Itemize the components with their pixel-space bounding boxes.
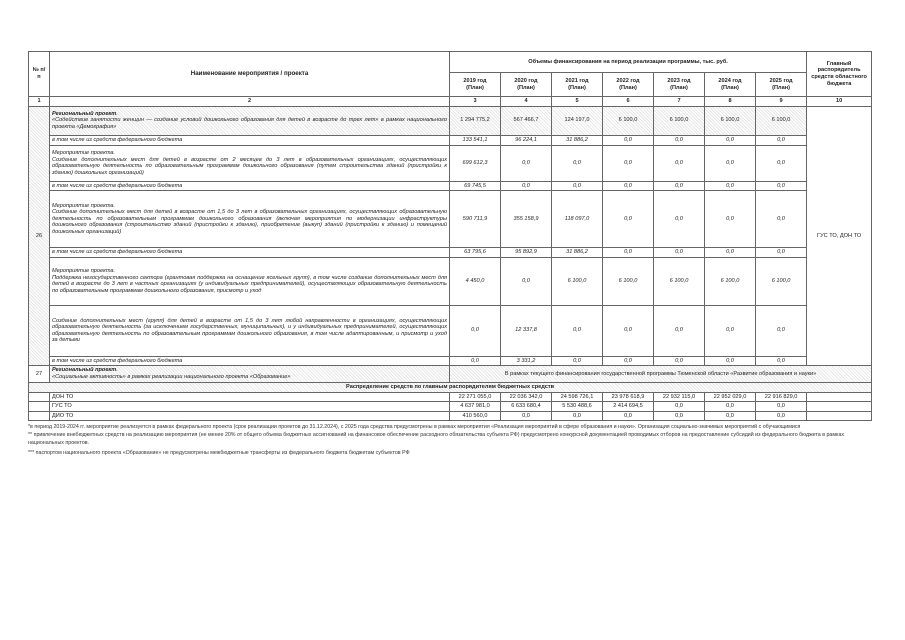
value-cell: 0,0 bbox=[756, 248, 807, 258]
value-cell: 95 892,9 bbox=[501, 248, 552, 258]
table-row bbox=[29, 106, 872, 135]
value-cell: 69 745,5 bbox=[450, 181, 501, 191]
distribution-title: Распределение средств по главным распорядителям бюджетных средств bbox=[29, 382, 872, 392]
row-text: в том числе из средств федерального бюджета bbox=[50, 356, 450, 366]
value-cell: 355 158,9 bbox=[501, 191, 552, 248]
value-cell: 118 097,0 bbox=[552, 191, 603, 248]
col-number: 7 bbox=[654, 97, 705, 107]
table-row bbox=[29, 135, 872, 145]
row-text: в том числе из средств федерального бюджета bbox=[50, 248, 450, 258]
col-number: 1 bbox=[29, 97, 50, 107]
value-cell: 6 100,0 bbox=[552, 257, 603, 305]
project-note: В рамках текущего финансирования государственной программы Тюменской области «Развитие образования и науки» bbox=[450, 366, 872, 382]
value-cell: 12 337,8 bbox=[501, 305, 552, 356]
value-cell: 0,0 bbox=[501, 257, 552, 305]
value-cell: 0,0 bbox=[552, 181, 603, 191]
value-cell: 0,0 bbox=[756, 191, 807, 248]
header-year: 2021 год (План) bbox=[552, 73, 603, 97]
value-cell: 0,0 bbox=[756, 305, 807, 356]
value-cell: 0,0 bbox=[705, 181, 756, 191]
footnote: ** привлечение внебюджетных средств на реализацию мероприятия (не менее 20% от общего объема бюджетных ассигнований на финансовое обеспечение расходного обязательства субъекта РФ) предусмотрено конкурсной документацией проводимых отборов на предоставление субсидий из федерального бюджета в рамках национальных проектов. bbox=[28, 432, 845, 446]
value-cell: 22 271 055,0 bbox=[450, 392, 501, 402]
header-year: 2022 год (План) bbox=[603, 73, 654, 97]
value-cell: 0,0 bbox=[603, 191, 654, 248]
row-number: 27 bbox=[29, 366, 50, 382]
col-number: 5 bbox=[552, 97, 603, 107]
value-cell: 31 886,2 bbox=[552, 135, 603, 145]
table-row bbox=[29, 411, 872, 421]
column-number-row bbox=[29, 97, 872, 107]
project-text: «Содействие занятости женщин — создание условий дошкольного образования для детей в возрасте до трех лет» в рамках национального проекта «Демография» bbox=[52, 117, 447, 130]
table-row bbox=[29, 402, 872, 412]
value-cell: 4 450,0 bbox=[450, 257, 501, 305]
footnote: *в период 2019-2024 гг. мероприятие реализуется в рамках федерального проекта (срок реализации проектов до 31.12.2024), с 2025 года средства предусмотрены в рамках мероприятия «Реализация мероприятий в сфере образования и науки». Организация социально-значимых мероприятий с обучающимися bbox=[28, 424, 801, 431]
value-cell: 0,0 bbox=[705, 135, 756, 145]
value-cell: 0,0 bbox=[501, 181, 552, 191]
value-cell: 0,0 bbox=[756, 402, 807, 412]
value-cell: 0,0 bbox=[756, 181, 807, 191]
value-cell: 22 932 115,0 bbox=[654, 392, 705, 402]
value-cell: 0,0 bbox=[654, 135, 705, 145]
row-text: в том числе из средств федерального бюджета bbox=[50, 181, 450, 191]
empty-cell bbox=[807, 392, 872, 402]
value-cell: 0,0 bbox=[654, 305, 705, 356]
value-cell: 3 331,2 bbox=[501, 356, 552, 366]
value-cell: 0,0 bbox=[552, 305, 603, 356]
value-cell: 2 414 694,5 bbox=[603, 402, 654, 412]
value-cell: 590 711,9 bbox=[450, 191, 501, 248]
distribution-name: ГУС ТО bbox=[50, 402, 450, 412]
table-row bbox=[29, 248, 872, 258]
project-cell: Региональный проект. «Социальные активность» в рамках реализации национального проекта «Образование» bbox=[50, 366, 450, 382]
table-row bbox=[29, 356, 872, 366]
row-text: Создание дополнительных мест (групп) для детей в возрасте от 1,5 до 3 лет любой направленности в организациях, осуществляющих образовательную деятельность (за исключением государственных, муниципальных), и у индивидуальных предпринимателей, осуществляющих образовательную деятельность по образовательным программам дошкольного образования, в том числе адаптированным, и присмотр и уход за детьми bbox=[50, 305, 450, 356]
table-row bbox=[29, 191, 872, 248]
value-cell: 0,0 bbox=[603, 145, 654, 181]
value-cell: 6 100,0 bbox=[705, 106, 756, 135]
table-row bbox=[29, 305, 872, 356]
project-cell: Региональный проект. «Содействие занятости женщин — создание условий дошкольного образования для детей в возрасте до трех лет» в рамках национального проекта «Демография» bbox=[50, 106, 450, 135]
value-cell: 0,0 bbox=[450, 305, 501, 356]
value-cell: 96 224,1 bbox=[501, 135, 552, 145]
value-cell: 0,0 bbox=[705, 248, 756, 258]
value-cell: 567 466,7 bbox=[501, 106, 552, 135]
distribution-header-row bbox=[29, 382, 872, 392]
value-cell: 0,0 bbox=[756, 356, 807, 366]
value-cell: 5 530 488,6 bbox=[552, 402, 603, 412]
footnote: *** паспортом национального проекта «Образование» не предусмотрены межбюджетные трансферты из федерального бюджета бюджетам субъектов РФ bbox=[28, 449, 410, 456]
value-cell: 0,0 bbox=[603, 135, 654, 145]
value-cell: 1 294 775,2 bbox=[450, 106, 501, 135]
value-cell: 0,0 bbox=[756, 411, 807, 421]
value-cell: 22 036 342,0 bbox=[501, 392, 552, 402]
header-name: Наименование мероприятия / проекта bbox=[50, 52, 450, 97]
empty-cell bbox=[29, 411, 50, 421]
row-text: Мероприятие проекта. Поддержка негосударственного сектора (грантовая поддержка на оснащение ясельных групп), в том числе создание дополнительных мест для детей в возрасте до 3 лет в частных организациях (у индивидуальных предпринимателей), осуществляющих образовательную деятельность по образовательным программам дошкольного образования, присмотр и уход bbox=[50, 257, 450, 305]
empty-cell bbox=[29, 402, 50, 412]
row-text: Мероприятие проекта. Создание дополнительных мест для детей в возрасте от 2 месяцев до 3 лет в образовательных организациях, осуществляющих образовательную деятельность по образовательным программам дошкольного образования (путем строительства зданий (пристройки к зданию) дошкольных организаций) bbox=[50, 145, 450, 181]
value-cell: 0,0 bbox=[501, 145, 552, 181]
value-cell: 63 795,6 bbox=[450, 248, 501, 258]
value-cell: 6 100,0 bbox=[705, 257, 756, 305]
value-cell: 22 952 029,0 bbox=[705, 392, 756, 402]
header-year: 2024 год (План) bbox=[705, 73, 756, 97]
value-cell: 0,0 bbox=[501, 411, 552, 421]
row-number: 26 bbox=[29, 106, 50, 366]
table-row bbox=[29, 145, 872, 181]
value-cell: 0,0 bbox=[603, 248, 654, 258]
header-year: 2020 год (План) bbox=[501, 73, 552, 97]
col-number: 8 bbox=[705, 97, 756, 107]
table-row bbox=[29, 181, 872, 191]
col-number: 10 bbox=[807, 97, 872, 107]
row-text: Мероприятие проекта. Создание дополнительных мест для детей в возрасте от 1,5 до 3 лет в образовательных организациях, осуществляющих образовательную деятельность по образовательным программам дошкольного образования (включая мероприятия по модернизации инфраструктуры дошкольного образования (строительство зданий (пристройки к зданию), приобретение (выкуп) зданий (пристройки к зданию) и помещений дошкольных организаций) bbox=[50, 191, 450, 248]
value-cell: 6 100,0 bbox=[603, 106, 654, 135]
value-cell: 124 197,0 bbox=[552, 106, 603, 135]
value-cell: 0,0 bbox=[705, 191, 756, 248]
project-text: «Социальные активность» в рамках реализации национального проекта «Образование» bbox=[52, 373, 291, 380]
value-cell: 0,0 bbox=[654, 356, 705, 366]
header-year: 2023 год (План) bbox=[654, 73, 705, 97]
document-sheet bbox=[28, 51, 871, 458]
value-cell: 6 100,0 bbox=[756, 257, 807, 305]
header-year: 2019 год (План) bbox=[450, 73, 501, 97]
col-number: 3 bbox=[450, 97, 501, 107]
value-cell: 0,0 bbox=[756, 135, 807, 145]
col-number: 6 bbox=[603, 97, 654, 107]
header-num: № п/п bbox=[29, 52, 50, 97]
row-text: в том числе из средств федерального бюджета bbox=[50, 135, 450, 145]
col-number: 9 bbox=[756, 97, 807, 107]
table-row bbox=[29, 366, 872, 382]
value-cell: 0,0 bbox=[705, 305, 756, 356]
col-number: 2 bbox=[50, 97, 450, 107]
value-cell: 6 100,0 bbox=[603, 257, 654, 305]
value-cell: 4 637 981,0 bbox=[450, 402, 501, 412]
value-cell: 0,0 bbox=[705, 402, 756, 412]
footnotes bbox=[28, 424, 871, 457]
value-cell: 0,0 bbox=[552, 411, 603, 421]
value-cell: 0,0 bbox=[654, 191, 705, 248]
value-cell: 0,0 bbox=[450, 356, 501, 366]
header-row-1 bbox=[29, 52, 872, 73]
value-cell: 0,0 bbox=[705, 145, 756, 181]
value-cell: 23 978 618,9 bbox=[603, 392, 654, 402]
value-cell: 0,0 bbox=[654, 411, 705, 421]
value-cell: 0,0 bbox=[603, 356, 654, 366]
value-cell: 6 100,0 bbox=[654, 106, 705, 135]
manager-cell: ГУС ТО, ДОН ТО bbox=[807, 106, 872, 366]
value-cell: 0,0 bbox=[654, 145, 705, 181]
value-cell: 0,0 bbox=[603, 181, 654, 191]
financing-table bbox=[28, 51, 872, 421]
empty-cell bbox=[807, 411, 872, 421]
table-row bbox=[29, 257, 872, 305]
value-cell: 0,0 bbox=[654, 402, 705, 412]
value-cell: 410 560,0 bbox=[450, 411, 501, 421]
header-manager: Главный распорядитель средств областного бюджета bbox=[807, 52, 872, 97]
value-cell: 31 886,2 bbox=[552, 248, 603, 258]
value-cell: 6 633 680,4 bbox=[501, 402, 552, 412]
project-title: Региональный проект bbox=[52, 367, 117, 374]
header-year: 2025 год (План) bbox=[756, 73, 807, 97]
table-row bbox=[29, 392, 872, 402]
value-cell: 0,0 bbox=[705, 356, 756, 366]
project-title: Региональный проект bbox=[52, 110, 117, 117]
value-cell: 0,0 bbox=[603, 411, 654, 421]
col-number: 4 bbox=[501, 97, 552, 107]
value-cell: 0,0 bbox=[603, 305, 654, 356]
value-cell: 0,0 bbox=[705, 411, 756, 421]
value-cell: 22 916 829,0 bbox=[756, 392, 807, 402]
empty-cell bbox=[29, 392, 50, 402]
value-cell: 0,0 bbox=[552, 145, 603, 181]
value-cell: 699 612,3 bbox=[450, 145, 501, 181]
value-cell: 6 100,0 bbox=[756, 106, 807, 135]
value-cell: 24 598 726,1 bbox=[552, 392, 603, 402]
value-cell: 0,0 bbox=[552, 356, 603, 366]
distribution-name: ДОН ТО bbox=[50, 392, 450, 402]
value-cell: 0,0 bbox=[654, 181, 705, 191]
value-cell: 133 541,1 bbox=[450, 135, 501, 145]
empty-cell bbox=[807, 402, 872, 412]
value-cell: 0,0 bbox=[654, 248, 705, 258]
value-cell: 0,0 bbox=[756, 145, 807, 181]
value-cell: 6 100,0 bbox=[654, 257, 705, 305]
header-volumes: Объемы финансирования на период реализации программы, тыс. руб. bbox=[450, 52, 807, 73]
distribution-name: ДИО ТО bbox=[50, 411, 450, 421]
